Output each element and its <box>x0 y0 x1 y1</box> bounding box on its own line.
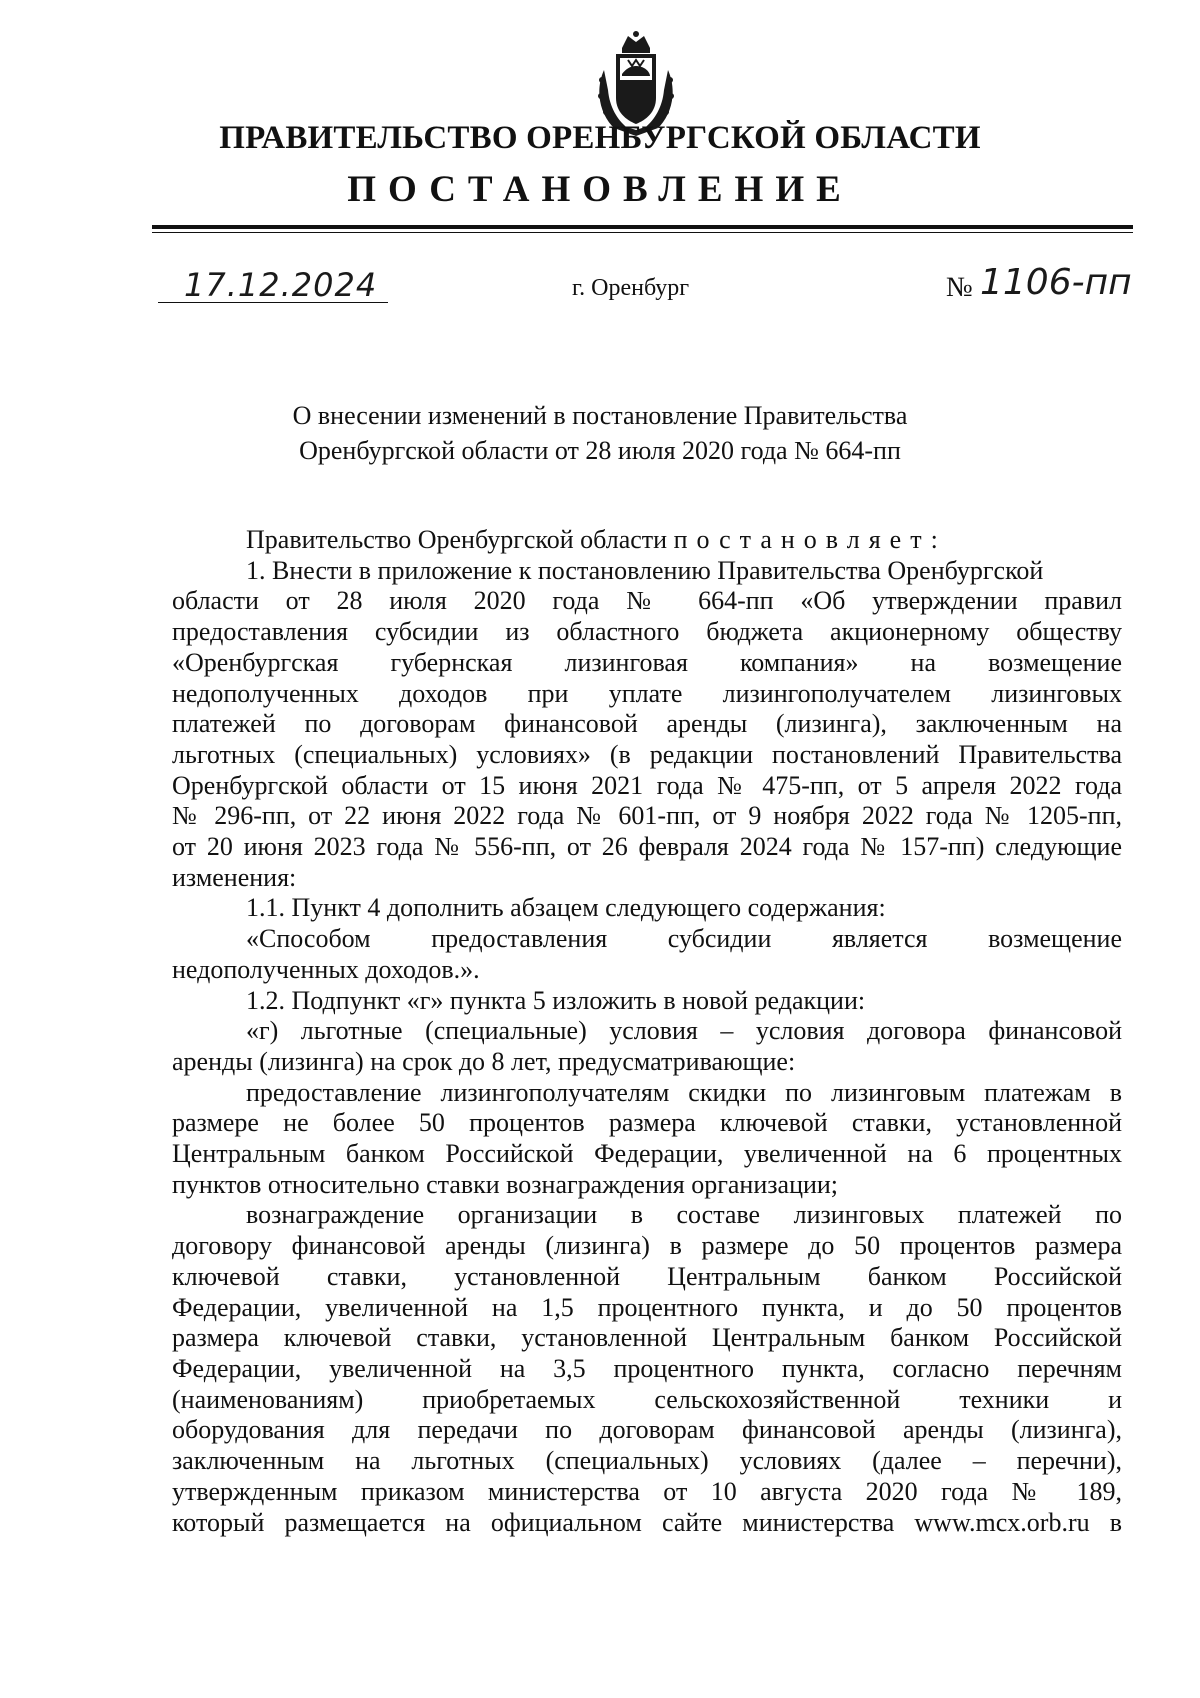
body-line: размера ключевой ставки, установленной Центральным банком Российской <box>172 1323 1122 1353</box>
body-line: недополученных доходов при уплате лизингополучателем лизинговых <box>172 678 1122 708</box>
intro-line <box>172 525 1122 556</box>
body-line: утвержденным приказом министерства от 10 августа 2020 года № 189, <box>172 1476 1122 1506</box>
body-line: области от 28 июля 2020 года № 664-пп «Об утверждении правил <box>172 586 1122 616</box>
body-line: ключевой ставки, установленной Центральным банком Российской <box>172 1261 1122 1291</box>
body-line: платежей по договорам финансовой аренды (лизинга), заключенным на <box>172 709 1122 739</box>
subject-line: Оренбургской области от 28 июля 2020 года № 664-пп <box>299 436 901 465</box>
organization-title: ПРАВИТЕЛЬСТВО ОРЕНБУРГСКОЙ ОБЛАСТИ <box>219 120 981 156</box>
document-body <box>172 525 1122 1538</box>
body-line: предоставления субсидии из областного бюджета акционерному обществу <box>172 617 1122 647</box>
body-line: аренды (лизинга) на срок до 8 лет, предусматривающие: <box>172 1046 796 1076</box>
body-line: «Способом предоставления субсидии является возмещение <box>246 924 1122 954</box>
document-date: 17.12.2024 <box>184 266 378 304</box>
body-line: вознаграждение организации в составе лизинговых платежей по <box>246 1200 1122 1230</box>
body-line: договору финансовой аренды (лизинга) в размере до 50 процентов размера <box>172 1231 1122 1261</box>
body-line: «г) льготные (специальные) условия – условия договора финансовой <box>246 1016 1122 1046</box>
body-line: 1.2. Подпункт «г» пункта 5 изложить в новой редакции: <box>246 985 866 1015</box>
body-line: «Оренбургская губернская лизинговая компания» на возмещение <box>172 647 1122 677</box>
body-line: размере не более 50 процентов размера ключевой ставки, установленной <box>172 1108 1122 1138</box>
body-line: пунктов относительно ставки вознаграждения организации; <box>172 1169 839 1199</box>
header-divider <box>152 225 1133 229</box>
document-type: ПОСТАНОВЛЕНИЕ <box>347 169 853 210</box>
document-number: 1106-пп <box>980 262 1132 303</box>
body-line: оборудования для передачи по договорам финансовой аренды (лизинга), <box>172 1415 1122 1445</box>
body-line: от 20 июня 2023 года № 556-пп, от 26 февраля 2024 года № 157-пп) следующие <box>172 832 1122 862</box>
body-line: № 296-пп, от 22 июня 2022 года № 601-пп, от 9 ноября 2022 года № 1205-пп, <box>172 801 1122 831</box>
body-line: предоставление лизингополучателям скидки по лизинговым платежам в <box>246 1077 1122 1107</box>
body-line: (наименованиям) приобретаемых сельскохозяйственной техники и <box>172 1384 1122 1414</box>
document-city: г. Оренбург <box>572 275 690 301</box>
body-line: недополученных доходов.». <box>172 954 480 984</box>
document-subject <box>200 398 1000 468</box>
body-line: Центральным банком Российской Федерации, увеличенной на 6 процентных <box>172 1139 1122 1169</box>
intro-prefix: Правительство Оренбургской области <box>246 525 674 554</box>
body-line: 1. Внести в приложение к постановлению Правительства Оренбургской <box>246 555 1044 585</box>
body-line: 1.1. Пункт 4 дополнить абзацем следующего содержания: <box>246 893 886 923</box>
header-divider-thin <box>152 232 1133 233</box>
body-line: Оренбургской области от 15 июня 2021 года № 475-пп, от 5 апреля 2022 года <box>172 770 1122 800</box>
body-line: который размещается на официальном сайте министерства www.mcx.orb.ru в <box>172 1507 1122 1537</box>
body-line: изменения: <box>172 862 297 892</box>
body-line: льготных (специальных) условиях» (в редакции постановлений Правительства <box>172 739 1122 769</box>
subject-line: О внесении изменений в постановление Правительства <box>292 401 908 430</box>
intro-spaced: постановляет: <box>673 525 947 554</box>
body-line: заключенным на льготных (специальных) условиях (далее – перечни), <box>172 1446 1122 1476</box>
body-line: Федерации, увеличенной на 1,5 процентного пункта, и до 50 процентов <box>172 1292 1122 1322</box>
body-line: Федерации, увеличенной на 3,5 процентного пункта, согласно перечням <box>172 1353 1122 1383</box>
number-sign: № <box>946 272 973 303</box>
